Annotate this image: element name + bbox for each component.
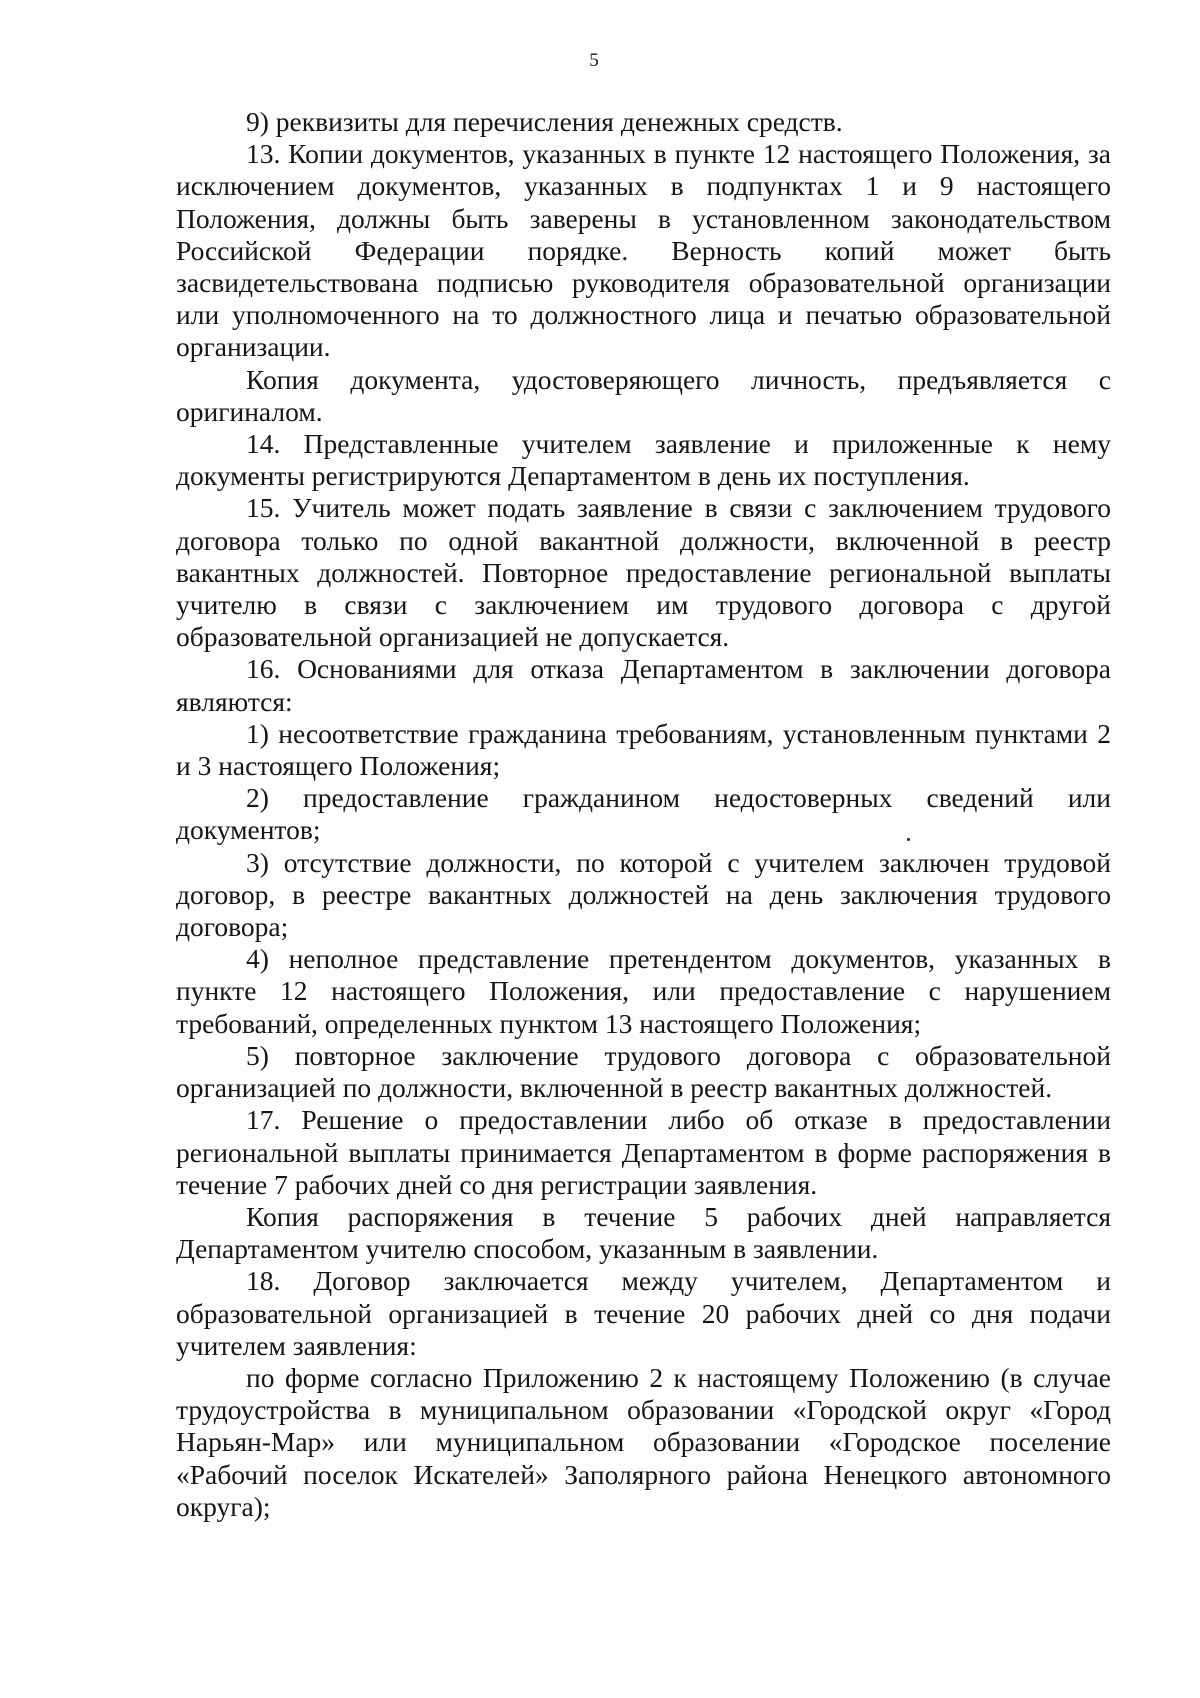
paragraph-16-item-3: 3) отсутствие должности, по которой с учителем заключен трудовой договор, в реестре вакантных должностей на день заключения трудового договора; bbox=[176, 846, 1111, 943]
paragraph-item-9-requisites: 9) реквизиты для перечисления денежных средств. bbox=[246, 106, 843, 137]
page-number: 5 bbox=[589, 50, 599, 71]
document-body bbox=[176, 106, 1111, 1523]
scan-speck bbox=[907, 838, 910, 841]
paragraph-18-form-appendix-2: по форме согласно Приложению 2 к настоящему Положению (в случае трудоустройства в муниципальном образовании «Городской округ «Город Нарьян-Мар» или муниципальном образовании «Городское поселение «Рабочий поселок Искателей» Заполярного района Ненецкого автономного округа); bbox=[176, 1361, 1111, 1522]
paragraph-16-item-2: 2) предоставление гражданином недостоверных сведений или документов; bbox=[176, 782, 1111, 846]
paragraph-17-decision: 17. Решение о предоставлении либо об отказе в предоставлении региональной выплаты принимается Департаментом в форме распоряжения в течение 7 рабочих дней со дня регистрации заявления. bbox=[176, 1104, 1111, 1200]
paragraph-13-document-copies: 13. Копии документов, указанных в пункте 12 настоящего Положения, за исключением документов, указанных в подпунктах 1 и 9 настоящего Положения, должны быть заверены в установленном законодательством Российской Федерации порядке. Верность копий может быть засвидетельствована подписью руководителя образовательной организации или уполномоченного на то должностного лица и печатью образовательной организации. bbox=[176, 138, 1111, 363]
paragraph-16-item-5: 5) повторное заключение трудового договора с образовательной организацией по должности, включенной в реестр вакантных должностей. bbox=[176, 1039, 1111, 1104]
paragraph-18-contract: 18. Договор заключается между учителем, Департаментом и образовательной организацией в течение 20 рабочих дней со дня подачи учителем заявления: bbox=[176, 1265, 1111, 1361]
paragraph-14-registration: 14. Представленные учителем заявление и приложенные к нему документы регистрируются Департаментом в день их поступления. bbox=[176, 428, 1111, 492]
paragraph-16-item-4: 4) неполное представление претендентом документов, указанных в пункте 12 настоящего Положения, или предоставление с нарушением требований, определенных пунктом 13 настоящего Положения; bbox=[176, 943, 1111, 1039]
paragraph-16-item-1: 1) несоответствие гражданина требованиям, установленным пунктами 2 и 3 настоящего Положения; bbox=[176, 717, 1111, 782]
paragraph-17-order-copy: Копия распоряжения в течение 5 рабочих дней направляется Департаментом учителю способом, указанным в заявлении. bbox=[176, 1200, 1111, 1265]
paragraph-13-identity-document: Копия документа, удостоверяющего личность, предъявляется с оригиналом. bbox=[176, 363, 1111, 427]
paragraph-16-refusal-grounds: 16. Основаниями для отказа Департаментом в заключении договора являются: bbox=[176, 653, 1111, 717]
paragraph-15-single-vacancy: 15. Учитель может подать заявление в связи с заключением трудового договора только по одной вакантной должности, включенной в реестр вакантных должностей. Повторное предоставление региональной выплаты учителю в связи с заключением им трудового договора с другой образовательной организацией не допускается. bbox=[176, 492, 1111, 653]
